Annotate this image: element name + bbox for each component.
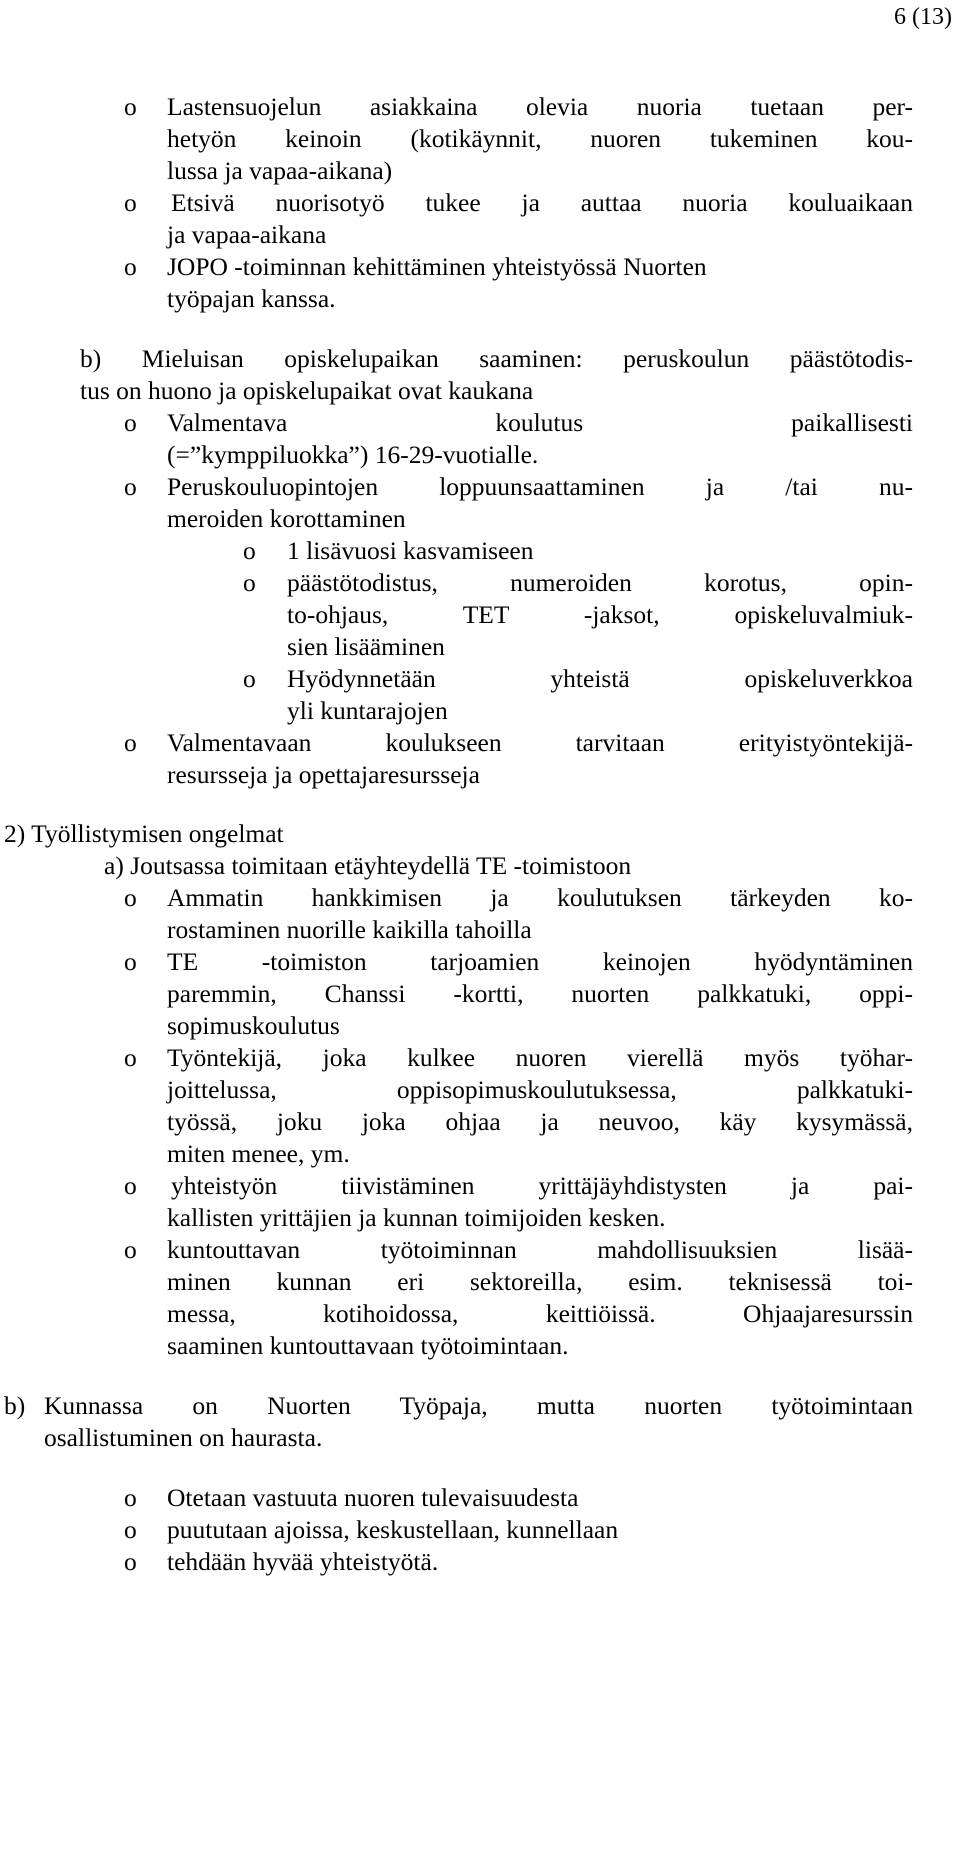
bullet-marker: o xyxy=(124,1043,137,1072)
bullet-marker: o xyxy=(124,1547,137,1576)
text-line: Valmentavaan koulukseen tarvitaan erityistyöntekijä- xyxy=(167,728,913,757)
text-line: paremmin, Chanssi -kortti, nuorten palkkatuki, oppi- xyxy=(167,979,913,1008)
bullet-marker: o xyxy=(124,1235,137,1264)
bullet-marker: o xyxy=(124,408,137,437)
bullet-marker: o xyxy=(124,92,137,121)
text-line: Työntekijä, joka kulkee nuoren vierellä myös työhar- xyxy=(167,1043,913,1072)
text-line: 1 lisävuosi kasvamiseen xyxy=(287,536,534,565)
text-line: Peruskouluopintojen loppuunsaattaminen ja /tai nu- xyxy=(167,472,913,501)
bullet-marker: o xyxy=(124,188,137,217)
text-line: resursseja ja opettajaresursseja xyxy=(167,760,480,789)
bullet-marker: o xyxy=(124,947,137,976)
text-line: päästötodistus, numeroiden korotus, opin- xyxy=(287,568,913,597)
text-line: rostaminen nuorille kaikilla tahoilla xyxy=(167,915,532,944)
section-heading: 2) Työllistymisen ongelmat xyxy=(4,819,284,848)
text-line: työssä, joku joka ohjaa ja neuvoo, käy kysymässä, xyxy=(167,1107,913,1136)
text-line: to-ohjaus, TET -jaksot, opiskeluvalmiuk- xyxy=(287,600,913,629)
text-line: messa, kotihoidossa, keittiöissä. Ohjaajaresurssin xyxy=(167,1299,913,1328)
text-line: Ammatin hankkimisen ja koulutuksen tärkeyden ko- xyxy=(167,883,913,912)
bullet-marker: o xyxy=(124,883,137,912)
text-line: yhteistyön tiivistäminen yrittäjäyhdistysten ja pai- xyxy=(171,1171,913,1200)
text-line: tehdään hyvää yhteistyötä. xyxy=(167,1547,439,1576)
text-line: saaminen kuntouttavaan työtoimintaan. xyxy=(167,1331,569,1360)
section-label: b) xyxy=(4,1391,26,1420)
text-line: joittelussa, oppisopimuskoulutuksessa, palkkatuki- xyxy=(167,1075,913,1104)
bullet-marker: o xyxy=(124,1171,137,1200)
text-line: työpajan kanssa. xyxy=(167,284,336,313)
text-line: sopimuskoulutus xyxy=(167,1011,340,1040)
text-line: kuntouttavan työtoiminnan mahdollisuuksien lisää- xyxy=(167,1235,913,1264)
bullet-marker: o xyxy=(124,1515,137,1544)
text-line: hetyön keinoin (kotikäynnit, nuoren tukeminen kou- xyxy=(167,124,913,153)
text-line: Valmentava koulutus paikallisesti xyxy=(167,408,913,437)
text-line: miten menee, ym. xyxy=(167,1139,350,1168)
text-line: ja vapaa-aikana xyxy=(167,220,327,249)
section-heading: Kunnassa on Nuorten Työpaja, mutta nuorten työtoimintaan xyxy=(44,1391,913,1420)
section-heading: osallistuminen on haurasta. xyxy=(44,1423,323,1452)
text-line: Etsivä nuorisotyö tukee ja auttaa nuoria kouluaikaan xyxy=(171,188,913,217)
text-line: Otetaan vastuuta nuoren tulevaisuudesta xyxy=(167,1483,579,1512)
bullet-marker: o xyxy=(124,472,137,501)
text-line: sien lisääminen xyxy=(287,632,445,661)
text-line: Hyödynnetään yhteistä opiskeluverkkoa xyxy=(287,664,913,693)
text-line: puututaan ajoissa, keskustellaan, kunnellaan xyxy=(167,1515,619,1544)
text-line: meroiden korottaminen xyxy=(167,504,406,533)
section-subheading: a) Joutsassa toimitaan etäyhteydellä TE -toimistoon xyxy=(104,851,632,880)
text-line: yli kuntarajojen xyxy=(287,696,448,725)
section-heading: tus on huono ja opiskelupaikat ovat kaukana xyxy=(80,376,534,405)
text-line: minen kunnan eri sektoreilla, esim. teknisessä toi- xyxy=(167,1267,913,1296)
bullet-marker: o xyxy=(124,728,137,757)
text-line: (=”kymppiluokka”) 16-29-vuotialle. xyxy=(167,440,539,469)
text-line: kallisten yrittäjien ja kunnan toimijoiden kesken. xyxy=(167,1203,666,1232)
bullet-marker: o xyxy=(243,664,256,693)
bullet-marker: o xyxy=(243,536,256,565)
bullet-marker: o xyxy=(124,1483,137,1512)
bullet-marker: o xyxy=(243,568,256,597)
text-line: Lastensuojelun asiakkaina olevia nuoria tuetaan per- xyxy=(167,92,913,121)
bullet-marker: o xyxy=(124,252,137,281)
text-line: JOPO -toiminnan kehittäminen yhteistyössä Nuorten xyxy=(167,252,707,281)
section-heading: b) Mieluisan opiskelupaikan saaminen: peruskoulun päästötodis- xyxy=(80,344,913,373)
text-line: lussa ja vapaa-aikana) xyxy=(167,156,393,185)
page-number: 6 (13) xyxy=(894,4,952,30)
text-line: TE -toimiston tarjoamien keinojen hyödyntäminen xyxy=(167,947,913,976)
